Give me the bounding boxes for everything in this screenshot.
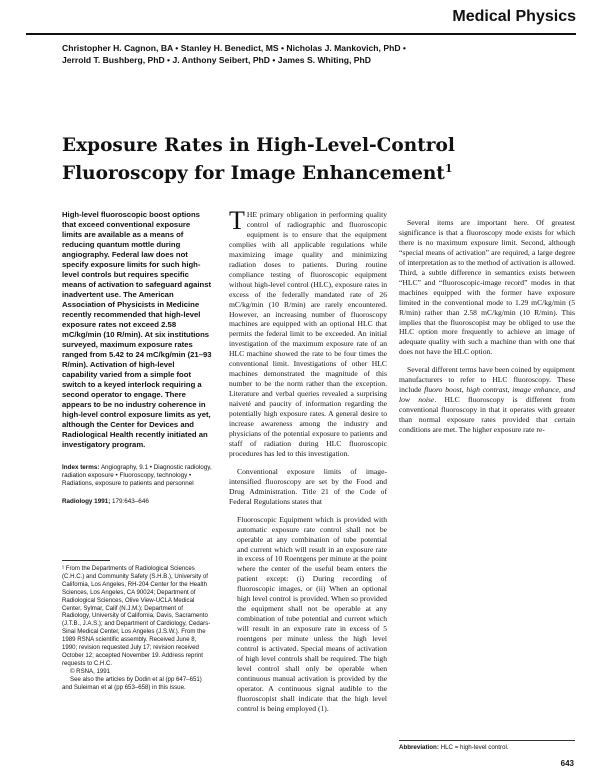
body-paragraph-4-tail: . HLC fluoroscopy is different from conventional fluoroscopy in that it operates with greater than normal exposure rates provided that certain conditions are met. The higher exposure rate re- [399,395,575,435]
body-paragraph-2: Conventional exposure limits of image-intensified fluoroscopy are set by the Food and Drug Administration. Title 21 of the Code of Federal Regulations states that [229,466,387,506]
abstract: High-level fluoroscopic boost options that exceed conventional exposure limits are available as a means of reducing quantum mottle during angiography. Federal law does not specify exposure limits for such high-level controls but requires specific means of activation to safeguard against inadvertent use. The American Association of Physicists in Medicine recently recommended that high-level exposure rates not exceed 2.58 mC/kg/min (10 R/min). At six institutions surveyed, maximum exposure rates ranged from 5.42 to 24 mC/kg/min (21–93 R/min). Activation of high-level capability varied from a simple foot switch to a keyed interlock requiring a second operator to engage. There appears to be no industry coherence in high-level control exposure limits as yet, although the Center for Devices and Radiological Health recently initiated an investigatory program. [62,210,212,449]
article-title-text: Exposure Rates in High-Level-Control Fluoroscopy for Image Enhancement [62,135,455,185]
title-footnote-mark: 1 [444,162,453,175]
footnote-rule [62,560,110,561]
regulation-quote-part-1: Fluoroscopic Equipment which is provided with automatic exposure rate control shall not be operable at any combination of tube potential and current which will result in an exposure rate in excess of 10 Roentgens per minute at the point where the center of the useful beam enters the patient except: (i) During recording of fluoroscopic images, or (ii) When an optional high level control is provided. When so provided the equipment shall not be operable at any combination of tube potential and current which will result in an exposure rate in excess of 5 roentgens per minute unless the high level control is activated. Special means of activation of high level controls shall be required. The high level control shall only be operable when continuous manual activation is provided by the operator. A continuous signal audible to the fluoroscopist shall indicate that the high level control is being employed (1). [237,514,387,713]
body-paragraph-4-lead: Several different terms have been coined by equipment manufacturers to refer to HLC fluoroscopy. These include [399,365,575,395]
column-right [399,210,575,435]
article-title [62,134,562,185]
page-number: 643 [560,759,574,768]
index-terms-text: Angiography, 9.1 • Diagnostic radiology, radiation exposure • Fluoroscopy, technology • Radiations, exposure to patients and personnel [62,464,212,487]
drop-cap: T [229,206,245,235]
body-paragraph-3: Several items are important here. Of greatest significance is that a fluoroscopy mode exists for which there is no maximum exposure limit. Second, although “special means of activation” are required, a large degree of interpretation as to the method of activation is allowed. Third, a subtle difference in semantics exists between “HLC” and “fluoroscopic-image record” modes in that machines equipped with the former have exposure limited in the conventional mode to 1.29 mC/kg/min (5 R/min) rather than 2.58 mC/kg/min (10 R/min). This implies that the fluoroscopist may be obliged to use the HLC option more frequently to achieve an image of adequate quality with such a machine than with one that does not have the HLC option. [399,218,575,357]
footnote-see-also: See also the articles by Dodin et al (pp 647–651) and Suleiman et al (pp 653–658) in this issue. [62,675,202,691]
citation-label: Radiology 1991; [62,498,111,505]
column-left [62,210,212,692]
footnote-copyright: © RSNA, 1991 [70,667,111,675]
abbreviation-text: HLC = high-level control. [440,744,509,751]
citation-text: 179:643–646 [112,498,149,505]
index-terms-label: Index terms: [62,464,100,471]
column-middle [229,206,387,714]
author-list [62,42,562,66]
body-paragraph-1 [229,206,387,459]
author-line-2: Jerrold T. Bushberg, PhD • J. Anthony Seibert, PhD • James S. Whiting, PhD [62,55,371,65]
section-title: Medical Physics [452,8,576,25]
footnote-affiliation: ¹ From the Departments of Radiological Sciences (C.H.C.) and Community Safety (S.H.B.), University of California, Los Angeles, RH-204 Center for the Health Sciences, Los Angeles, CA 90024; Department of Radiological Sciences, Olive View-UCLA Medical Center, Sylmar, Calif (N.J.M.); Department of Radiology, University of California, Davis, Sacramento (J.T.B., J.A.S.); and Department of Cardiology, Cedars-Sinai Medical Center, Los Angeles (J.S.W.). From the 1989 RSNA scientific assembly. Received June 8, 1990; revision requested July 17; revision received October 12; accepted November 19. Address reprint requests to C.H.C. [62,565,211,667]
index-terms [62,464,212,488]
header-rule [26,33,576,35]
body-paragraph-4 [399,365,575,435]
author-line-1: Christopher H. Cagnon, BA • Stanley H. Benedict, MS • Nicholas J. Mankovich, PhD • [62,43,406,53]
body-paragraph-4-terms: fluoro boost, high contrast, image enhance, and low noise [399,385,576,405]
body-paragraph-1-text: HE primary obligation in performing quality control of radiographic and fluoroscopic equipment is to ensure that the equipment complies with all applicable regulations while maximizing image quality and minimizing radiation doses to patients. During routine compliance testing of fluoroscopic equipment without high-level control (HLC), exposure rates in excess of the federally mandated rate of 26 mC/kg/min (10 R/min) are rarely encountered. However, an increasing number of fluoroscopy machines are equipped with an optional HLC that permits the federal limit to be exceeded. An initial investigation of the maximum exposure rate of an HLC machine showed the rate to be four times the conventional limit. Investigations of other HLC machines demonstrated the magnitude of this number to be the norm rather than the exception. Literature and verbal queries revealed a surprising naiveté and paucity of information regarding the potentially high exposure rates. A general desire to increase awareness among the industry and physicians of the potential exposure to patients and staff of radiation during HLC fluoroscopic procedures has led to this investigation. [229,210,387,458]
abbreviation-note [399,740,575,751]
citation [62,498,212,506]
abbreviation-label: Abbreviation: [399,744,439,751]
